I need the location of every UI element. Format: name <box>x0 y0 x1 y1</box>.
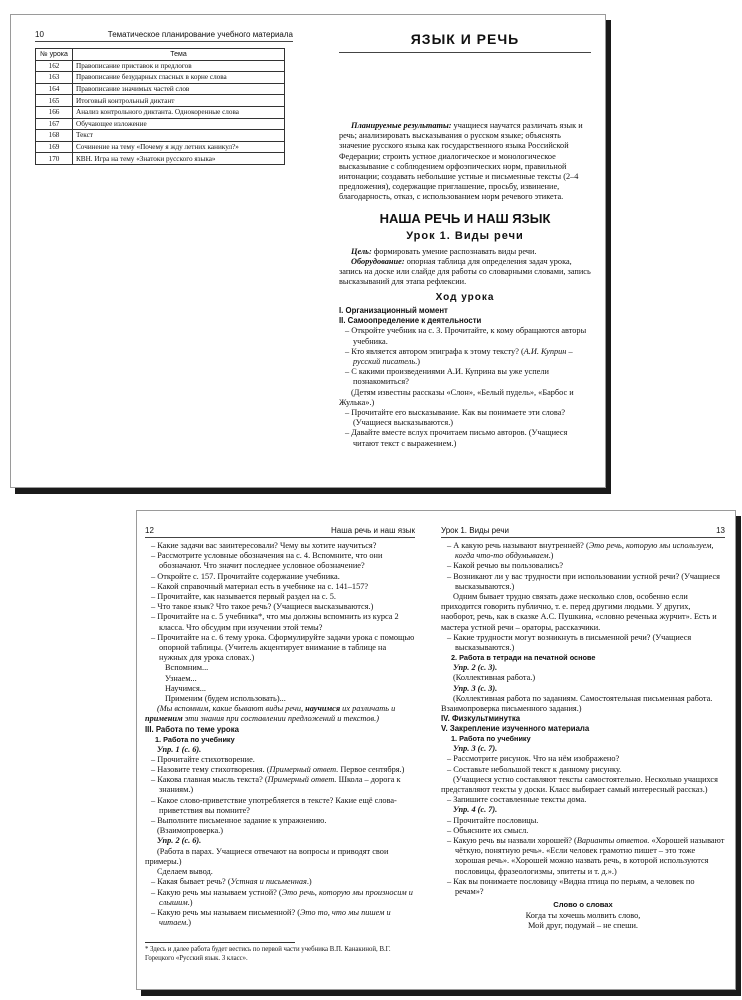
table-row <box>36 130 285 142</box>
stage-heading: III. Работа по теме урока <box>145 724 239 734</box>
dialogue-line: – Рассмотрите условные обозначения на с. 4. Вспомните, что они обозначают. Что значит последнее условное обозначение? <box>151 551 383 571</box>
table-cell: Правописание приставок и предлогов <box>73 60 285 72</box>
table-cell: 169 <box>36 141 73 153</box>
equipment-label: Оборудование: <box>351 256 405 266</box>
exercise-block <box>441 663 725 714</box>
dialogue-line: – С какими произведениями А.И. Куприна вы уже успели познакомиться? <box>345 367 549 387</box>
table-row <box>36 72 285 84</box>
table-row <box>36 141 285 153</box>
table-cell: Текст <box>73 130 285 142</box>
dialogue-line: – Что такое язык? Что такое речь? (Учащиеся высказываются.) <box>151 602 374 612</box>
dialogue-line: – Какой справочный материал есть в учебнике на с. 141–157? <box>151 581 369 591</box>
table-cell: 166 <box>36 106 73 118</box>
dialogue-line: – Откройте учебник на с. 3. Прочитайте, к кому обращаются авторы учебника. <box>345 326 587 346</box>
table-row <box>36 60 285 72</box>
table-cell: 168 <box>36 130 73 142</box>
table-cell: Анализ контрольного диктанта. Однокоренные слова <box>73 106 285 118</box>
dialogue <box>339 326 591 448</box>
dialogue-note: (Учащиеся устно составляют тексты самостоятельно. Несколько учащихся представляют тексты у доски. Класс выбирает самый интересный рассказ.) <box>441 774 718 795</box>
goal-text: формировать умение распознавать виды речи. <box>373 246 537 256</box>
subheading: 2. Работа в тетради на печатной основе <box>451 653 596 663</box>
dialogue-line: – Какова главная мысль текста? (Примерный ответ. Школа – дорога к знаниям.) <box>151 775 401 795</box>
support-table-line: Узнаем... <box>165 673 197 683</box>
bottom-spread <box>136 510 736 990</box>
support-table-line: Научимся... <box>165 683 206 693</box>
footnote-text: * Здесь и далее работа будет вестись по первой части учебника В.П. Канакиной, В.Г. Горецкого «Русский язык. 3 класс». <box>145 946 391 962</box>
page-11 <box>339 15 591 487</box>
dialogue-line: – Какой речью вы пользовались? <box>447 561 564 571</box>
table-row <box>36 106 285 118</box>
equipment-text: опорная таблица для определения задач урока, запись на доске или слайде для работы со словарными словами, запись высказываний для этапа рефлексии. <box>339 256 591 287</box>
dialogue-line: – Кто является автором эпиграфа к этому тексту? (А.И. Куприн – русский писатель.) <box>345 346 573 367</box>
dialogue-line: – Запишите составленные тексты дома. <box>447 795 587 805</box>
stage-heading: II. Самоопределение к деятельности <box>339 316 482 326</box>
dialogue-line: – Какая бывает речь? (Устная и письменная.) <box>151 877 312 887</box>
top-spread <box>10 14 606 488</box>
poem-title: Слово о словах <box>553 900 613 910</box>
stage-heading: IV. Физкультминутка <box>441 714 521 724</box>
table-cell: Правописание безударных гласных в корне слова <box>73 72 285 84</box>
dialogue-line: – Какую речь мы называем письменной? (Это то, что мы пишем и читаем.) <box>151 907 391 928</box>
dialogue-line: – Прочитайте стихотворение. <box>151 754 255 764</box>
running-head <box>441 511 725 538</box>
dialogue <box>441 541 725 653</box>
table-row <box>36 83 285 95</box>
dialogue-line: – Прочитайте на с. 5 учебника*, что мы должны вспомнить из курса 2 класса. Что обсудим при изучении этой темы? <box>151 612 399 632</box>
lesson-title: Урок 1. Виды речи <box>406 229 524 242</box>
exercise-label: Упр. 3 (с. 7). <box>453 744 498 754</box>
chapter-title: ЯЗЫК И РЕЧЬ <box>339 31 591 53</box>
dialogue-line: – Какое слово-приветствие употребляется в тексте? Какие ещё слова-приветствия вы помните? <box>151 795 397 815</box>
table-cell: 163 <box>36 72 73 84</box>
dialogue-note: (Коллективная работа по заданиям. Самостоятельная письменная работа. Взаимопроверка письменного задания.) <box>441 693 713 714</box>
dialogue-line: – Объясните их смысл. <box>447 825 529 835</box>
running-head-title: Тематическое планирование учебного материала <box>107 30 293 39</box>
support-table-line: Применим (будем использовать)... <box>165 694 286 704</box>
dialogue-line: – Прочитайте, как называется первый раздел на с. 5. <box>151 592 336 602</box>
dialogue-note: (Коллективная работа.) <box>453 673 536 683</box>
footnote <box>145 942 391 963</box>
dialogue-note: (Работа в парах. Учащиеся отвечают на вопросы и приводят свои примеры.) <box>145 846 389 866</box>
table-cell: 165 <box>36 95 73 107</box>
running-head-title: Урок 1. Виды речи <box>441 526 509 535</box>
table-header-row <box>36 49 285 61</box>
dialogue-line: – Рассмотрите рисунок. Что на нём изображено? <box>447 754 620 764</box>
dialogue <box>145 541 415 725</box>
table-row <box>36 153 285 165</box>
table-cell: 170 <box>36 153 73 165</box>
dialogue-line: – Составьте небольшой текст к данному рисунку. <box>447 764 622 774</box>
subheading: 1. Работа по учебнику <box>155 734 235 744</box>
running-head-title: Наша речь и наш язык <box>331 526 415 535</box>
running-head <box>35 15 293 42</box>
running-head <box>145 511 415 538</box>
dialogue-line: – Возникают ли у вас трудности при использовании устной речи? (Учащиеся высказываются.) <box>447 571 720 591</box>
stage-heading: V. Закрепление изученного материала <box>441 724 590 734</box>
dialogue-line: – Назовите тему стихотворения. (Примерный ответ. Первое сентября.) <box>151 765 405 775</box>
table-cell: КВН. Игра на тему «Знатоки русского языка» <box>73 153 285 165</box>
table-cell: 164 <box>36 83 73 95</box>
table-cell: Обучающее изложение <box>73 118 285 130</box>
goal-label: Цель: <box>351 246 372 256</box>
dialogue-line: – Прочитайте пословицы. <box>447 815 539 825</box>
exercise-label: Упр. 2 (с. 6). <box>157 836 202 846</box>
stage-heading: I. Организационный момент <box>339 306 448 316</box>
table-cell: Сочинение на тему «Почему я жду летних каникул?» <box>73 141 285 153</box>
table-cell: 167 <box>36 118 73 130</box>
course-heading: Ход урока <box>435 292 495 304</box>
summary-line: Сделаем вывод. <box>157 867 213 877</box>
dialogue-line: – Как вы понимаете пословицу «Видна птица по перьям, а человек по речам»? <box>447 876 695 897</box>
results-text: учащиеся научатся различать язык и речь; анализировать высказывания о русском языке; объяснять значение русского языка как государственного языка Российской Федерации; строить устное диалогическое и монологическое высказывание с соблюдением орфоэпических норм, правильной интонации; создавать небольшие устные и письменные тексты (2–4 предложения), содержащие приглашение, просьбу, извинение, благодарность, отказ, с использованием норм речевого этикета. <box>339 121 583 202</box>
table-cell: Правописание значимых частей слов <box>73 83 285 95</box>
table-header: № урока <box>36 49 73 61</box>
exercise-label: Упр. 4 (с. 7). <box>453 805 498 815</box>
page-12 <box>145 511 415 989</box>
poem-line: Мой друг, подумай – не спеши. <box>528 920 638 930</box>
dialogue-line: – А какую речь называют внутренней? (Это речь, которую мы используем, когда что-то обдумываем.) <box>447 541 714 561</box>
dialogue-note: (Детям известны рассказы «Слон», «Белый пудель», «Барбос и Жулька».) <box>339 387 574 407</box>
page-10 <box>35 15 293 487</box>
poem-line: Когда ты хочешь молвить слово, <box>525 910 641 920</box>
paragraph: Одним бывает трудно связать даже несколько слов, особенно если приходится говорить публично, т. е. перед другими людьми. У других, наоборот, речь, как в сказке А.С. Пушкина, «словно реченька журчит». Есть и мастера устной речи – ораторы, рассказчики. <box>441 592 717 632</box>
dialogue-line: – Какие трудности могут возникнуть в письменной речи? (Учащиеся высказываются.) <box>447 632 692 653</box>
dialogue-line: – Прочитайте на с. 6 тему урока. Сформулируйте задачи урока с помощью опорной таблицы. (Учитель акцентирует внимание в таблице на нужных для урока словах.) <box>151 632 415 663</box>
page-number: 10 <box>35 30 44 39</box>
exercise-block <box>145 745 415 929</box>
section-title: НАША РЕЧЬ И НАШ ЯЗЫК <box>379 210 551 226</box>
planned-results <box>339 121 591 203</box>
dialogue-note: (Взаимопроверка.) <box>157 826 223 836</box>
dialogue-line: – Выполните письменное задание к упражнению. <box>151 816 327 826</box>
exercise-label: Упр. 1 (с. 6). <box>157 744 202 754</box>
exercise-label: Упр. 3 (с. 3). <box>453 683 498 693</box>
exercise-block <box>441 744 725 931</box>
page-number: 13 <box>716 526 725 535</box>
dialogue-line: – Откройте с. 157. Прочитайте содержание учебника. <box>151 571 340 581</box>
lesson-intro <box>339 247 591 288</box>
table-row <box>36 118 285 130</box>
dialogue-line: – Какую речь мы называем устной? (Это речь, которую мы произносим и слышим.) <box>151 887 413 907</box>
subheading: 1. Работа по учебнику <box>451 734 531 744</box>
exercise-label: Упр. 2 (с. 3). <box>453 663 498 673</box>
table-cell: 162 <box>36 60 73 72</box>
table-header: Тема <box>73 49 285 61</box>
page-number: 12 <box>145 526 154 535</box>
results-label: Планируемые результаты: <box>351 121 452 130</box>
support-table-line: Вспомним... <box>165 663 209 673</box>
dialogue-line: – Какие задачи вас заинтересовали? Чему вы хотите научиться? <box>151 541 377 550</box>
dialogue-line: – Прочитайте его высказывание. Как вы понимаете эти слова? (Учащиеся высказываются.) <box>345 408 566 428</box>
page-13 <box>441 511 725 989</box>
dialogue-line: – Давайте вместе вслух прочитаем письмо авторов. (Учащиеся читают текст с выражением.) <box>345 428 568 448</box>
table-cell: Итоговый контрольный диктант <box>73 95 285 107</box>
lesson-plan-table <box>35 48 285 165</box>
conclusion: (Мы вспомним, какие бывают виды речи, научимся их различать и применим эти знания при составлении предложений и текстов.) <box>145 704 396 724</box>
table-row <box>36 95 285 107</box>
dialogue-line: – Какую речь вы назвали хорошей? (Варианты ответов. «Хорошей называют чёткую, понятную речь». «Если человек грамотно пишет – это тоже хорошая речь». «Хорошей можно назвать речь, в которой используются пословицы, фразеологизмы, эпитеты и т. д.».) <box>447 836 725 876</box>
